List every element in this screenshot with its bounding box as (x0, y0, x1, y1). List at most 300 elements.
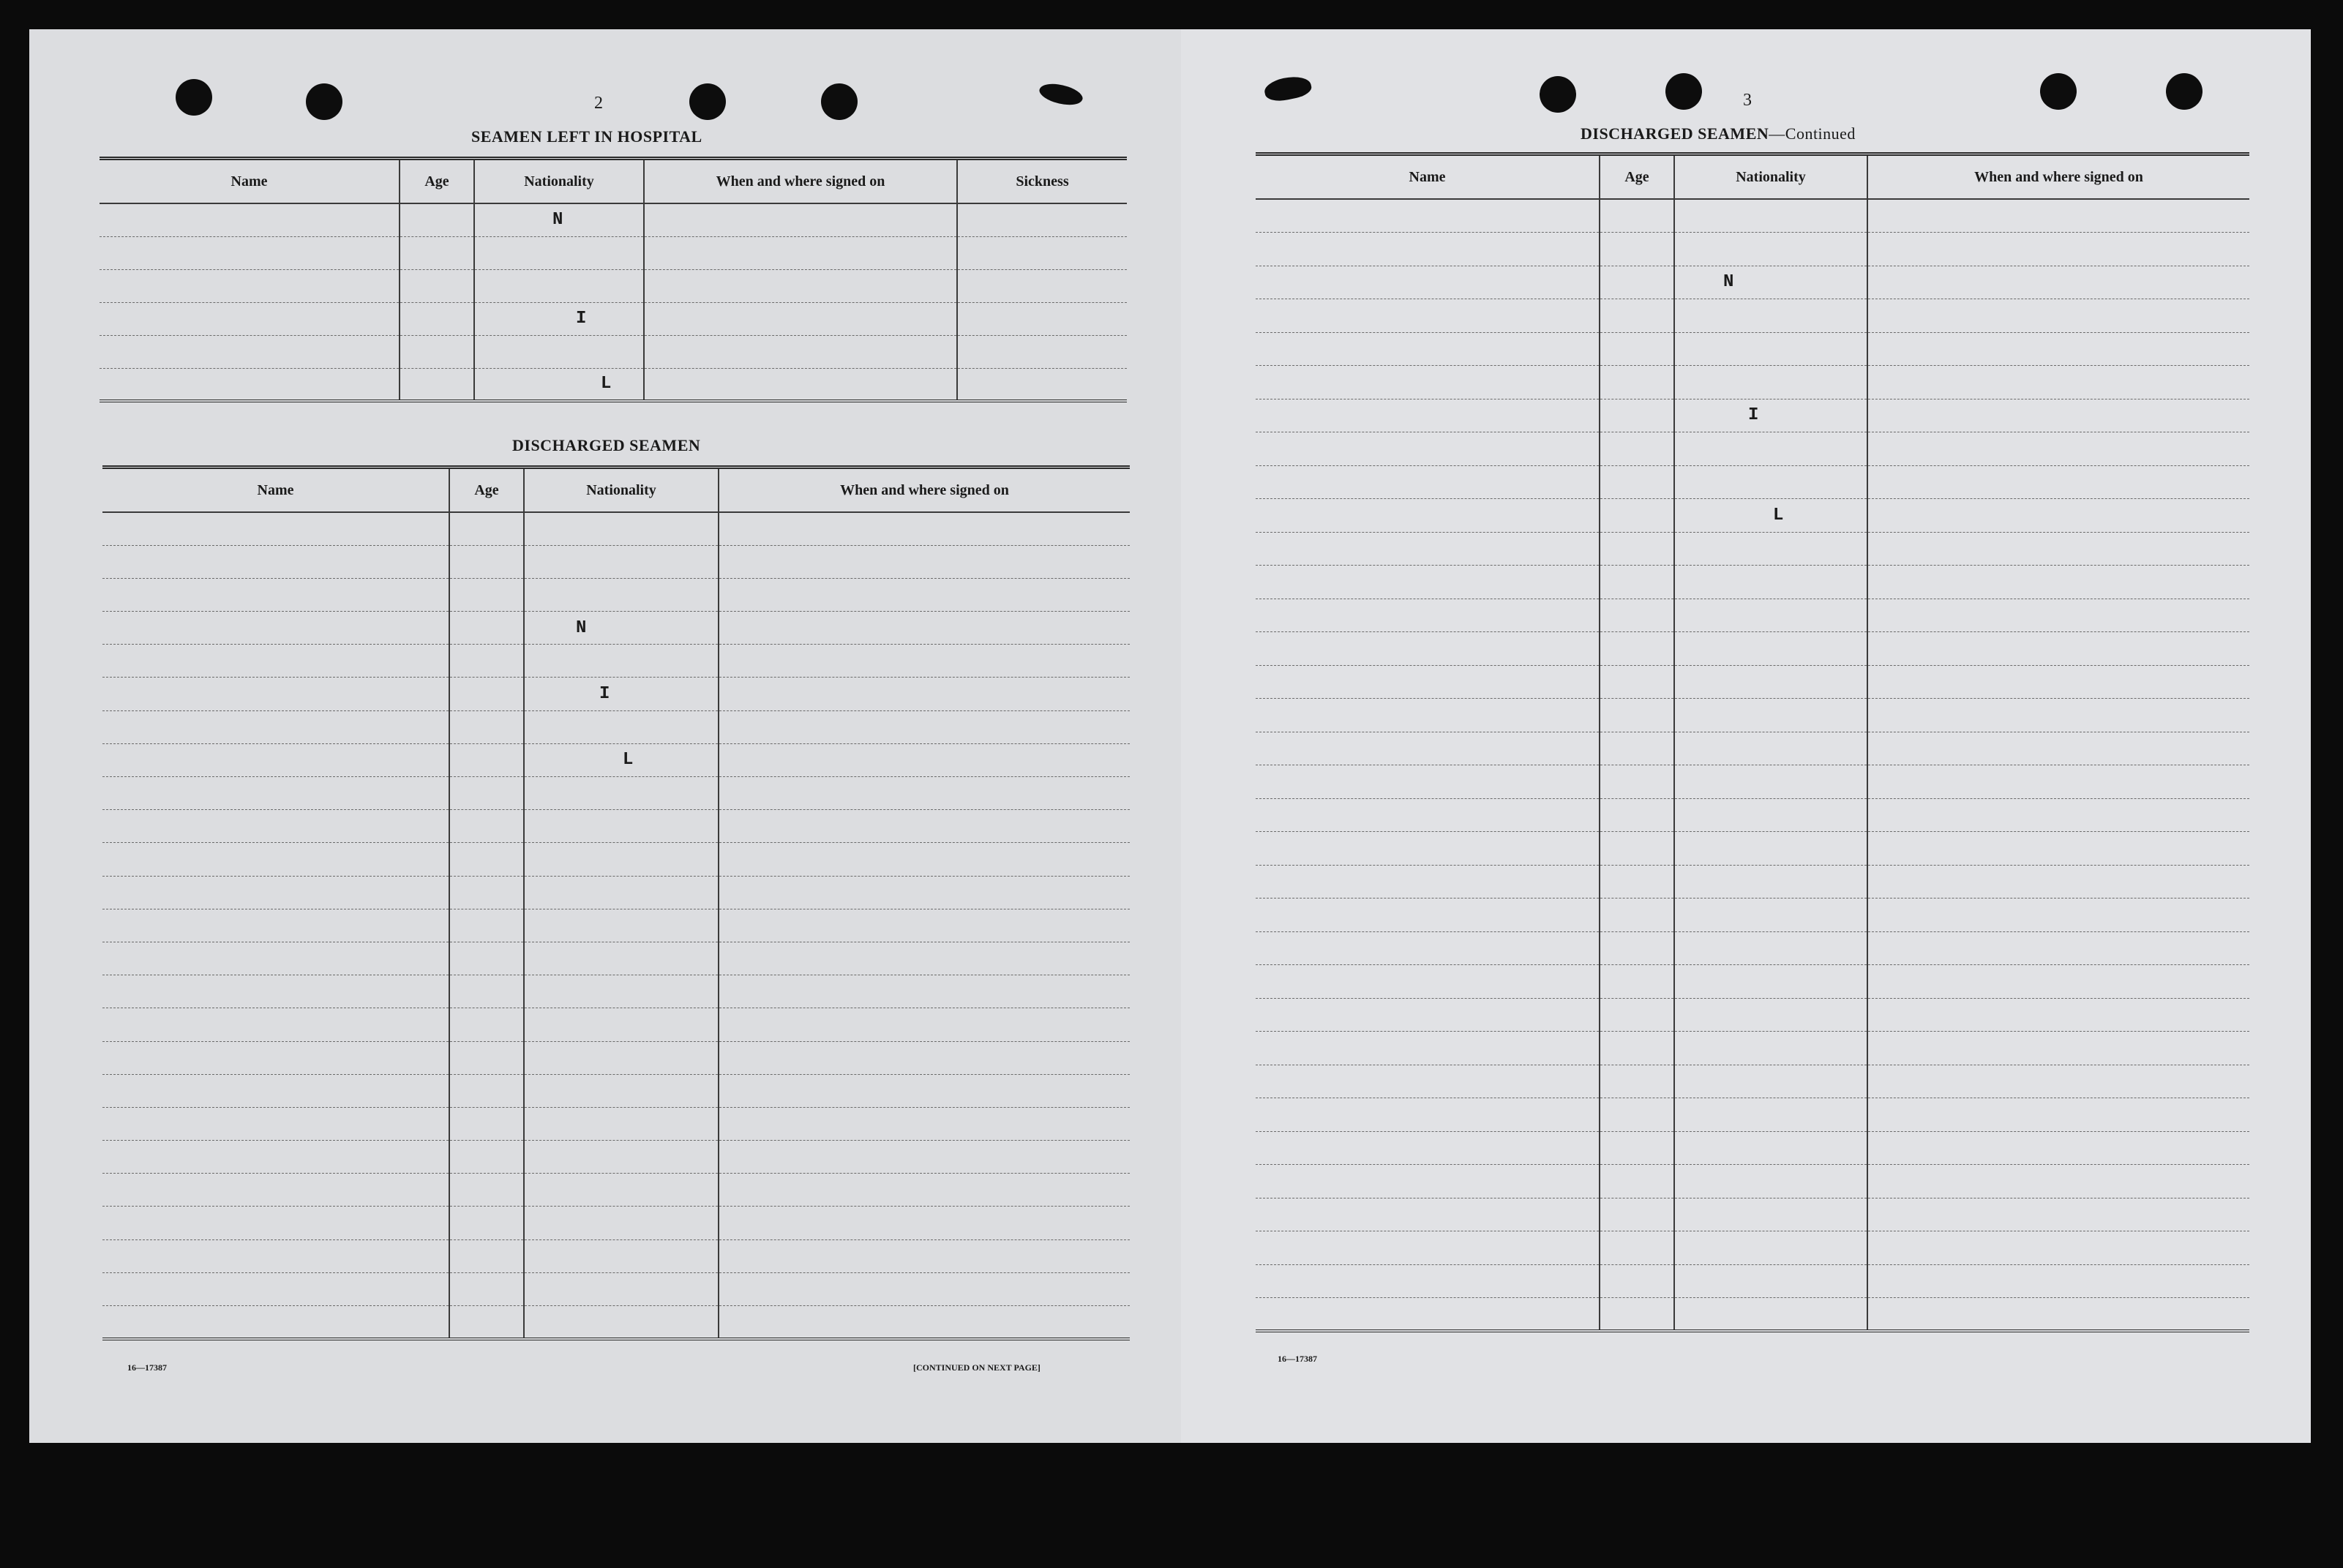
table-cell (524, 975, 719, 1008)
table-row (1256, 699, 2249, 732)
table-cell (449, 942, 524, 975)
table-cell (1256, 266, 1600, 299)
table-row (100, 368, 1127, 401)
table-cell (102, 1041, 449, 1074)
table-cell (1867, 1098, 2249, 1132)
table-cell (719, 942, 1130, 975)
table-cell (1600, 965, 1674, 999)
table-cell (102, 743, 449, 776)
table-cell (449, 612, 524, 645)
punch-hole (2040, 73, 2077, 110)
table-row (102, 678, 1130, 710)
table-row (1256, 1198, 2249, 1231)
table-row (102, 1041, 1130, 1074)
table-row (1256, 332, 2249, 366)
table-cell: I (474, 302, 644, 335)
column-header: Name (102, 468, 449, 513)
continued-note: [CONTINUED ON NEXT PAGE] (913, 1362, 1041, 1373)
table-cell (1867, 499, 2249, 533)
table-cell (400, 203, 474, 236)
table-row (1256, 1032, 2249, 1065)
table-row (1256, 832, 2249, 866)
table-cell (1600, 899, 1674, 932)
table-cell (1600, 798, 1674, 832)
table-cell (1867, 965, 2249, 999)
table-cell (524, 1239, 719, 1272)
table-cell (449, 909, 524, 942)
table-cell (102, 1174, 449, 1207)
table-cell (1256, 432, 1600, 466)
table-cell (719, 876, 1130, 909)
table-cell (524, 578, 719, 611)
table-cell (719, 1074, 1130, 1107)
table-cell (1674, 632, 1867, 666)
table-cell (719, 545, 1130, 578)
table-cell (1256, 399, 1600, 432)
punch-hole (176, 79, 212, 116)
table-cell (1600, 1198, 1674, 1231)
table-cell (1674, 965, 1867, 999)
table-cell (524, 1207, 719, 1239)
table-cell (524, 843, 719, 876)
table-row (102, 645, 1130, 678)
table-cell (1256, 931, 1600, 965)
table-cell (524, 777, 719, 810)
table-row (1256, 266, 2249, 299)
table-cell (1674, 732, 1867, 765)
table-cell (1600, 399, 1674, 432)
table-cell (449, 1207, 524, 1239)
table-cell (719, 777, 1130, 810)
table-cell (449, 1272, 524, 1305)
table-cell (102, 1008, 449, 1041)
table-cell: L (474, 368, 644, 401)
table-row (102, 1107, 1130, 1140)
table-cell: N (474, 203, 644, 236)
table-row (102, 810, 1130, 843)
table-cell (1256, 765, 1600, 799)
table-cell (1867, 798, 2249, 832)
table-cell (719, 1174, 1130, 1207)
table-cell (1674, 1065, 1867, 1098)
column-header: Name (1256, 154, 1600, 200)
table-cell (1600, 765, 1674, 799)
table-cell (524, 810, 719, 843)
punch-hole (821, 83, 858, 120)
table-cell (1674, 832, 1867, 866)
table-cell (1256, 233, 1600, 266)
table-cell (102, 810, 449, 843)
table-cell (1674, 1231, 1867, 1265)
table-cell: N (524, 612, 719, 645)
title-main: DISCHARGED SEAMEN (1581, 124, 1769, 143)
table-cell (1674, 798, 1867, 832)
table-cell (100, 269, 400, 302)
table-row (102, 1008, 1130, 1041)
table-cell (1600, 599, 1674, 632)
table-cell (1600, 566, 1674, 599)
column-header: Sickness (957, 159, 1127, 204)
table-cell (1867, 1165, 2249, 1198)
table-cell (524, 512, 719, 545)
table-cell (449, 1141, 524, 1174)
table-cell (1600, 532, 1674, 566)
table-cell (957, 269, 1127, 302)
table-cell (524, 1107, 719, 1140)
column-header: Age (1600, 154, 1674, 200)
table-cell (1256, 1131, 1600, 1165)
table-row (102, 843, 1130, 876)
table-cell (524, 942, 719, 975)
table-cell (1600, 665, 1674, 699)
table-cell (1256, 665, 1600, 699)
table-cell (1674, 332, 1867, 366)
table-cell (957, 335, 1127, 368)
table-cell (449, 1174, 524, 1207)
table-row (1256, 432, 2249, 466)
table-cell (1867, 931, 2249, 965)
table-cell (1600, 1264, 1674, 1298)
page-number: 2 (594, 94, 603, 113)
table-row (1256, 931, 2249, 965)
table-row (1256, 965, 2249, 999)
table-cell (1867, 199, 2249, 233)
table-cell (102, 1207, 449, 1239)
table-cell (1867, 665, 2249, 699)
table-row (1256, 865, 2249, 899)
table-row (1256, 366, 2249, 399)
table-row (100, 203, 1127, 236)
table-cell (719, 710, 1130, 743)
table-cell (100, 368, 400, 401)
table-cell (719, 843, 1130, 876)
table-row (102, 512, 1130, 545)
table-cell (1600, 1098, 1674, 1132)
column-header: Age (400, 159, 474, 204)
table-row (102, 710, 1130, 743)
table-row (102, 1272, 1130, 1305)
table-cell (1256, 465, 1600, 499)
table-cell (449, 1074, 524, 1107)
table-cell (1600, 432, 1674, 466)
table-cell (1867, 1298, 2249, 1332)
table-cell (100, 302, 400, 335)
table-cell (1256, 1098, 1600, 1132)
column-header: Age (449, 468, 524, 513)
table-cell (449, 843, 524, 876)
hospital-table (100, 157, 1127, 402)
table-cell (449, 810, 524, 843)
column-header: When and where signed on (719, 468, 1130, 513)
table-cell (524, 1008, 719, 1041)
table-row (1256, 732, 2249, 765)
table-cell (1600, 366, 1674, 399)
table-cell (1600, 233, 1674, 266)
title-suffix: —Continued (1769, 124, 1856, 143)
table-row (1256, 998, 2249, 1032)
table-cell (102, 843, 449, 876)
table-cell (1674, 699, 1867, 732)
table-cell (102, 1107, 449, 1140)
table-cell (100, 236, 400, 269)
table-row (102, 876, 1130, 909)
table-cell (1256, 332, 1600, 366)
table-cell (1256, 1231, 1600, 1265)
table-cell (1674, 1198, 1867, 1231)
table-cell (102, 975, 449, 1008)
table-cell (1256, 1198, 1600, 1231)
table-cell (957, 236, 1127, 269)
table-cell (719, 1008, 1130, 1041)
table-row (1256, 632, 2249, 666)
table-cell (1600, 1032, 1674, 1065)
table-cell (719, 1141, 1130, 1174)
table-cell: L (1674, 499, 1867, 533)
table-cell (1867, 632, 2249, 666)
table-cell (524, 1272, 719, 1305)
table-cell (1867, 532, 2249, 566)
page-number: 3 (1743, 91, 1752, 110)
paper-tear (1263, 73, 1313, 105)
table-cell (719, 1239, 1130, 1272)
table-row (102, 777, 1130, 810)
table-cell (1600, 1131, 1674, 1165)
table-cell (644, 302, 957, 335)
table-cell (644, 203, 957, 236)
form-number: 16—17387 (127, 1362, 167, 1373)
hospital-section-title: SEAMEN LEFT IN HOSPITAL (471, 127, 702, 146)
table-cell (449, 876, 524, 909)
table-cell (719, 909, 1130, 942)
table-cell (102, 777, 449, 810)
table-row (1256, 1231, 2249, 1265)
table-cell (1600, 931, 1674, 965)
table-cell (1674, 299, 1867, 333)
table-row (1256, 465, 2249, 499)
table-cell (524, 1306, 719, 1339)
table-cell (1674, 1098, 1867, 1132)
table-cell (1674, 1131, 1867, 1165)
table-cell (400, 368, 474, 401)
table-cell (449, 743, 524, 776)
table-row (100, 236, 1127, 269)
table-cell (449, 512, 524, 545)
table-cell (400, 302, 474, 335)
table-cell (957, 203, 1127, 236)
table-cell: L (524, 743, 719, 776)
table-row (100, 335, 1127, 368)
table-row (1256, 566, 2249, 599)
table-cell (1256, 499, 1600, 533)
table-cell (1867, 366, 2249, 399)
table-cell (102, 1306, 449, 1339)
table-cell (719, 1306, 1130, 1339)
table-cell (1600, 1165, 1674, 1198)
table-cell (1674, 1032, 1867, 1065)
table-row (102, 975, 1130, 1008)
table-row (1256, 1165, 2249, 1198)
table-cell (400, 335, 474, 368)
table-cell (102, 909, 449, 942)
table-cell (102, 678, 449, 710)
table-row (1256, 765, 2249, 799)
table-cell (102, 1074, 449, 1107)
table-row (102, 612, 1130, 645)
column-header: Nationality (1674, 154, 1867, 200)
table-cell (1674, 199, 1867, 233)
table-cell (449, 710, 524, 743)
table-cell (524, 876, 719, 909)
table-row (102, 1306, 1130, 1339)
table-row (1256, 1264, 2249, 1298)
table-row (102, 578, 1130, 611)
table-cell (1867, 266, 2249, 299)
table-row (100, 269, 1127, 302)
table-cell (1600, 499, 1674, 533)
column-header: When and where signed on (1867, 154, 2249, 200)
table-row (1256, 233, 2249, 266)
table-row (1256, 1131, 2249, 1165)
table-cell (719, 512, 1130, 545)
table-cell (1674, 899, 1867, 932)
table-cell (719, 578, 1130, 611)
table-cell (1867, 732, 2249, 765)
table-cell (102, 512, 449, 545)
table-cell: I (524, 678, 719, 710)
table-cell (1867, 765, 2249, 799)
table-cell (449, 1107, 524, 1140)
table-cell (1867, 599, 2249, 632)
table-cell (1867, 1032, 2249, 1065)
table-cell (449, 1041, 524, 1074)
table-cell (1256, 1165, 1600, 1198)
column-header: Nationality (474, 159, 644, 204)
table-cell (719, 810, 1130, 843)
table-row (1256, 399, 2249, 432)
table-cell (1256, 1264, 1600, 1298)
table-cell (1600, 865, 1674, 899)
table-cell (1867, 699, 2249, 732)
table-cell (1256, 1298, 1600, 1332)
table-cell (1674, 931, 1867, 965)
table-cell (102, 1239, 449, 1272)
table-cell (719, 645, 1130, 678)
table-cell (1867, 432, 2249, 466)
table-row (102, 1074, 1130, 1107)
table-cell (1256, 1065, 1600, 1098)
table-row (102, 1141, 1130, 1174)
table-cell (449, 975, 524, 1008)
table-cell (1674, 599, 1867, 632)
table-row (102, 1239, 1130, 1272)
table-cell (1256, 299, 1600, 333)
table-cell (449, 578, 524, 611)
table-cell (1256, 865, 1600, 899)
table-row (1256, 299, 2249, 333)
table-cell (524, 1074, 719, 1107)
table-cell (102, 1141, 449, 1174)
table-cell (102, 545, 449, 578)
table-cell (1256, 798, 1600, 832)
table-row (102, 909, 1130, 942)
table-cell (449, 777, 524, 810)
table-cell (100, 203, 400, 236)
table-cell (1600, 732, 1674, 765)
table-cell (719, 1107, 1130, 1140)
table-cell (1867, 299, 2249, 333)
table-cell (1867, 332, 2249, 366)
left-page (29, 29, 1181, 1443)
table-cell (524, 545, 719, 578)
table-cell (644, 368, 957, 401)
table-cell (1600, 998, 1674, 1032)
table-cell (1256, 599, 1600, 632)
table-cell (524, 1041, 719, 1074)
table-cell (957, 302, 1127, 335)
table-row (1256, 532, 2249, 566)
table-cell (102, 612, 449, 645)
table-cell (1600, 266, 1674, 299)
table-cell (1674, 865, 1867, 899)
table-row (1256, 499, 2249, 533)
table-cell (719, 678, 1130, 710)
table-cell (1600, 199, 1674, 233)
table-cell (474, 335, 644, 368)
table-cell (524, 909, 719, 942)
table-cell (1600, 699, 1674, 732)
table-row (102, 1174, 1130, 1207)
table-cell (524, 645, 719, 678)
table-row (102, 545, 1130, 578)
table-cell (1867, 1231, 2249, 1265)
table-cell (102, 645, 449, 678)
table-cell (719, 743, 1130, 776)
discharged-continued-title (1581, 124, 1856, 143)
table-cell (1256, 566, 1600, 599)
column-header: When and where signed on (644, 159, 957, 204)
table-cell (102, 578, 449, 611)
table-cell (1867, 566, 2249, 599)
form-number: 16—17387 (1278, 1354, 1317, 1364)
right-page (1181, 29, 2311, 1443)
table-cell (449, 545, 524, 578)
table-cell (474, 236, 644, 269)
table-cell (1256, 532, 1600, 566)
table-cell (102, 876, 449, 909)
table-cell (1674, 998, 1867, 1032)
punch-hole (1540, 76, 1576, 113)
table-row (1256, 1098, 2249, 1132)
table-cell (1256, 199, 1600, 233)
column-header: Nationality (524, 468, 719, 513)
table-cell (1674, 366, 1867, 399)
punch-hole (1665, 73, 1702, 110)
table-row (102, 743, 1130, 776)
table-cell (1256, 366, 1600, 399)
table-row (102, 1207, 1130, 1239)
discharged-continued-table (1256, 152, 2249, 1332)
table-row (1256, 1065, 2249, 1098)
table-cell (1674, 233, 1867, 266)
table-cell (1867, 1198, 2249, 1231)
table-cell (100, 335, 400, 368)
table-row (1256, 798, 2249, 832)
table-cell (1867, 1131, 2249, 1165)
table-cell (1600, 832, 1674, 866)
table-cell (1867, 233, 2249, 266)
table-cell (719, 1041, 1130, 1074)
table-cell (474, 269, 644, 302)
